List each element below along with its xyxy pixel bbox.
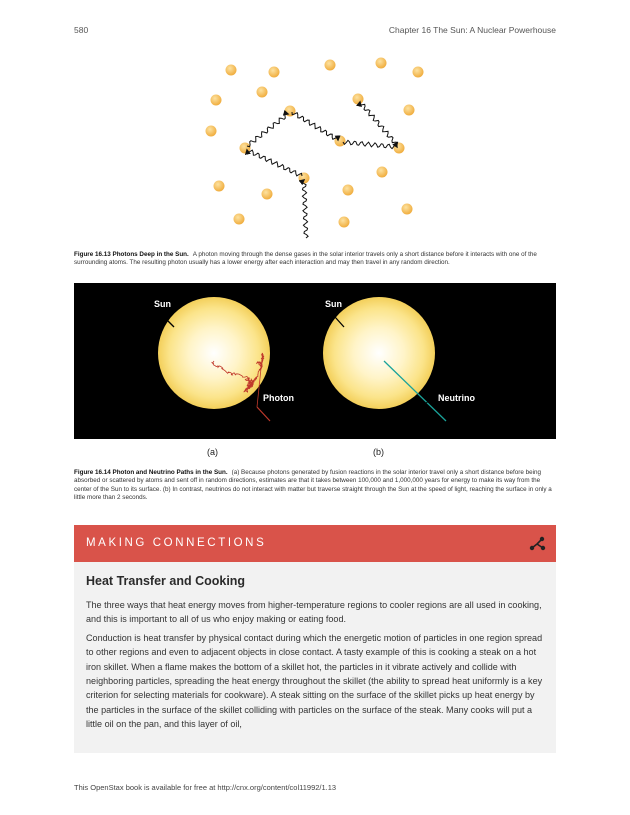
figure-13-label: Figure 16.13 Photons Deep in the Sun. (74, 251, 189, 258)
photon-random-walk-figure (190, 52, 440, 247)
atom (226, 65, 237, 76)
photon-neutrino-svg (74, 283, 556, 439)
panel-b-label: (b) (373, 447, 384, 457)
atom (325, 60, 336, 71)
figure-13-caption-text: A photon moving through the dense gases in the solar interior travels only a short distance before it interacts with one of the surrounding atoms. The resulting photon usually has a lower energy after each interaction and may then travel in any random direction. (74, 251, 537, 267)
atom (285, 106, 296, 117)
atom (339, 217, 350, 228)
photon-neutrino-figure (74, 283, 556, 439)
photon-paths-group (247, 102, 398, 238)
atom (343, 185, 354, 196)
atom (402, 204, 413, 215)
footer: This OpenStax book is available for free at http://cnx.org/content/col11992/1.13 (74, 783, 337, 792)
chapter-title: Chapter 16 The Sun: A Nuclear Powerhouse (388, 25, 556, 35)
atom (211, 95, 222, 106)
sun-a-label: Sun (154, 299, 171, 309)
callout-paragraph-2: Conduction is heat transfer by physical contact during which the energetic motion of particles in one region spread to other regions and even to adjacent objects in close contact. A tasty example of this is cooking a steak on a hot iron skillet. When a flame makes the bottom of a skillet hot, the particles in it vibrate actively and collide with neighboring particles, spreading the heat energy throughout the skillet (the ability to spread heat uniformly is a key criterion for selecting materials for cookware). A steak sitting on the surface of the skillet picks up heat energy by the particles in the surface of the skillet colliding with particles on the surface of the steak. Many cooks will put a little oil on the pan, and this layer of oil, (86, 632, 543, 730)
photon-exit (257, 407, 270, 421)
connections-icon (528, 535, 546, 553)
photon-label: Photon (263, 393, 294, 403)
atom (404, 105, 415, 116)
atom (335, 136, 346, 147)
photon-path-segment (302, 180, 308, 238)
sun-b-label: Sun (325, 299, 342, 309)
figure-13-caption (74, 251, 556, 268)
photon-path-segment (343, 140, 397, 148)
atom (234, 214, 245, 225)
callout-paragraph-1: The three ways that heat energy moves from higher-temperature regions to cooler regions are all used in cooking, and this is important to all of us who enjoy making or eating food. (86, 600, 542, 625)
neutrino-label: Neutrino (438, 393, 475, 403)
callout-title: Heat Transfer and Cooking (86, 574, 246, 588)
atom (376, 58, 387, 69)
figure-14-caption (74, 469, 556, 503)
atom (257, 87, 268, 98)
photon-path-segment (292, 112, 338, 140)
atoms-group (206, 58, 424, 228)
panel-a-label: (a) (207, 447, 218, 457)
atom (214, 181, 225, 192)
photon-path-segment (247, 150, 302, 176)
callout-body (86, 598, 548, 736)
atom (206, 126, 217, 137)
atom (353, 94, 364, 105)
page-number: 580 (74, 25, 89, 35)
atom (394, 143, 405, 154)
callout-header-title: MAKING CONNECTIONS (86, 537, 267, 549)
sun-b (323, 297, 435, 409)
figure-14-label: Figure 16.14 Photon and Neutrino Paths in the Sun. (74, 469, 228, 476)
atom (377, 167, 388, 178)
sun-a-pointer (154, 307, 174, 327)
atom (269, 67, 280, 78)
sun-a (158, 297, 270, 409)
atom (262, 189, 273, 200)
photon-path-segment (359, 102, 397, 145)
callout-header (74, 525, 556, 562)
atom (413, 67, 424, 78)
photon-path-segment (247, 113, 288, 146)
figure-14-caption-text: (a) Because photons generated by fusion reactions in the solar interior travel only a short distance before being absorbed or scattered by atoms and sent off in random directions, estimates are that it takes between 100,000 and 1,000,000 years for energy to make its way from the center of the Sun to its surface. (b) In contrast, neutrinos do not interact with matter but traverse straight through the Sun at the speed of light, reaching the surface in only a little more than 2 seconds. (74, 469, 552, 502)
making-connections-callout (74, 525, 556, 753)
